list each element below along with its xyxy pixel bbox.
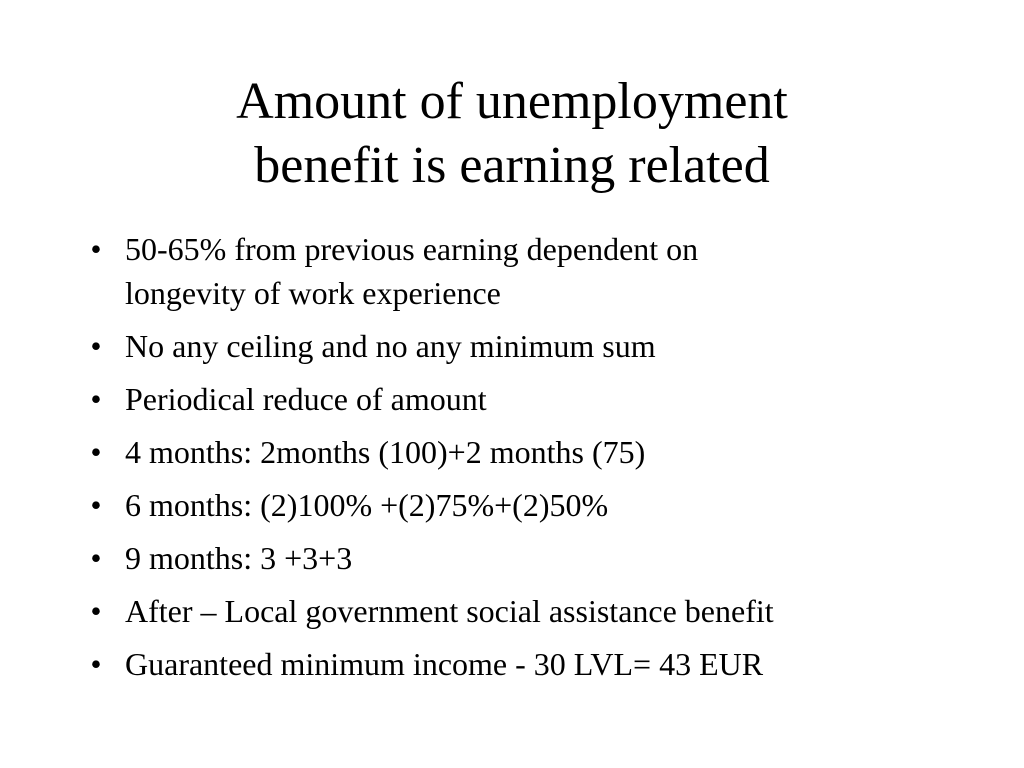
list-item — [82, 227, 962, 315]
bullet-text-line: No any ceiling and no any minimum sum — [125, 328, 656, 364]
list-item — [82, 589, 962, 633]
slide-title — [100, 70, 924, 198]
bullet-icon: • — [90, 434, 102, 470]
bullet-text-line: 50-65% from previous earning dependent on — [125, 231, 699, 267]
bullet-text-line: longevity of work experience — [125, 275, 501, 311]
bullet-icon: • — [90, 540, 102, 576]
bullet-text-line: Periodical reduce of amount — [125, 381, 487, 417]
slide-title-line-2: benefit is earning related — [254, 137, 770, 194]
bullet-icon: • — [90, 593, 102, 629]
bullet-text-line: 4 months: 2months (100)+2 months (75) — [125, 434, 646, 470]
bullet-icon: • — [90, 487, 102, 523]
bullet-text-line: After – Local government social assistance benefit — [125, 593, 774, 629]
bullet-icon: • — [90, 381, 102, 417]
bullet-icon: • — [90, 646, 102, 682]
bullet-icon: • — [90, 328, 102, 364]
bullet-text-line: 9 months: 3 +3+3 — [125, 540, 353, 576]
bullet-list — [82, 227, 962, 695]
list-item — [82, 483, 962, 527]
list-item — [82, 324, 962, 368]
list-item — [82, 536, 962, 580]
bullet-icon: • — [90, 231, 102, 267]
list-item — [82, 377, 962, 421]
slide-title-line-1: Amount of unemployment — [236, 73, 788, 130]
bullet-text-line: Guaranteed minimum income - 30 LVL= 43 EUR — [125, 646, 764, 682]
list-item — [82, 642, 962, 686]
bullet-text-line: 6 months: (2)100% +(2)75%+(2)50% — [125, 487, 609, 523]
list-item — [82, 430, 962, 474]
